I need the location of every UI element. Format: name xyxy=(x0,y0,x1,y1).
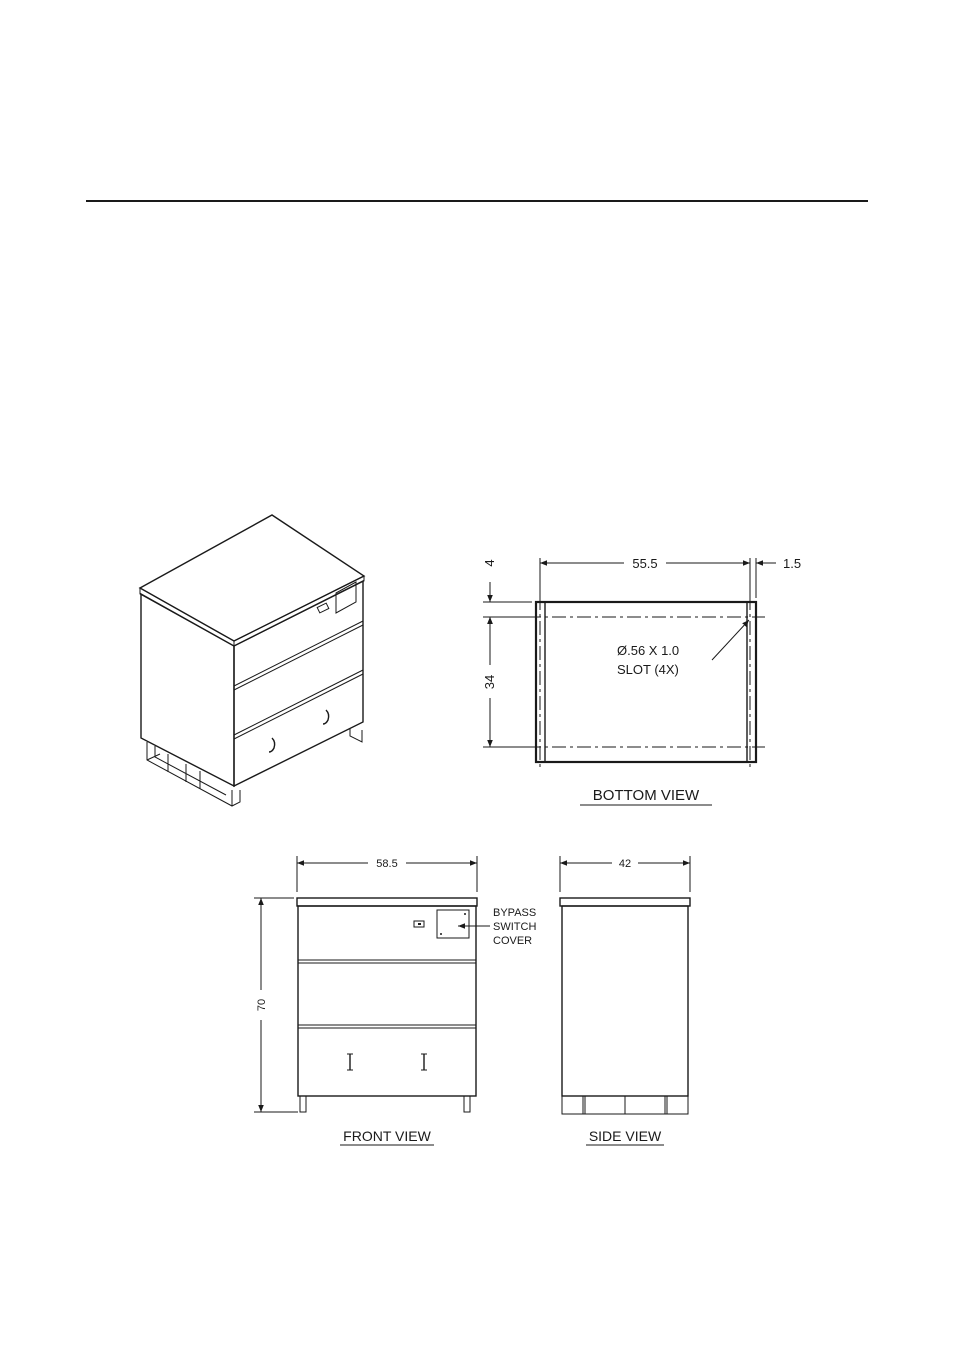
slot-note-line1: Ø.56 X 1.0 xyxy=(617,643,680,658)
bottom-view xyxy=(482,556,801,805)
side-view-title: SIDE VIEW xyxy=(588,1128,662,1144)
iso-handle-left xyxy=(269,738,275,752)
front-view-title: FRONT VIEW xyxy=(343,1128,431,1144)
front-width-dimension: 58.5 xyxy=(376,858,398,870)
bypass-callout-line3: COVER xyxy=(493,935,533,947)
bottom-width-dimension: 55.5 xyxy=(632,556,658,571)
front-height-dimension: 70 xyxy=(256,998,268,1012)
slot-note-line2: SLOT (4X) xyxy=(617,662,679,677)
bottom-depth-dimension: 34 xyxy=(482,674,497,690)
bypass-callout-line2: SWITCH xyxy=(493,921,537,933)
bypass-callout-line1: BYPASS xyxy=(493,907,537,919)
isometric-view xyxy=(140,515,364,806)
side-view xyxy=(560,856,690,1145)
bottom-view-title: BOTTOM VIEW xyxy=(592,787,700,804)
bottom-top-offset-dimension: 4 xyxy=(482,559,497,567)
side-depth-dimension: 42 xyxy=(618,858,632,870)
front-handle-left xyxy=(347,1054,353,1070)
bottom-edge-dimension: 1.5 xyxy=(783,556,802,571)
front-view xyxy=(254,856,536,1145)
front-handle-right xyxy=(421,1054,427,1070)
iso-handle-right xyxy=(323,710,329,724)
